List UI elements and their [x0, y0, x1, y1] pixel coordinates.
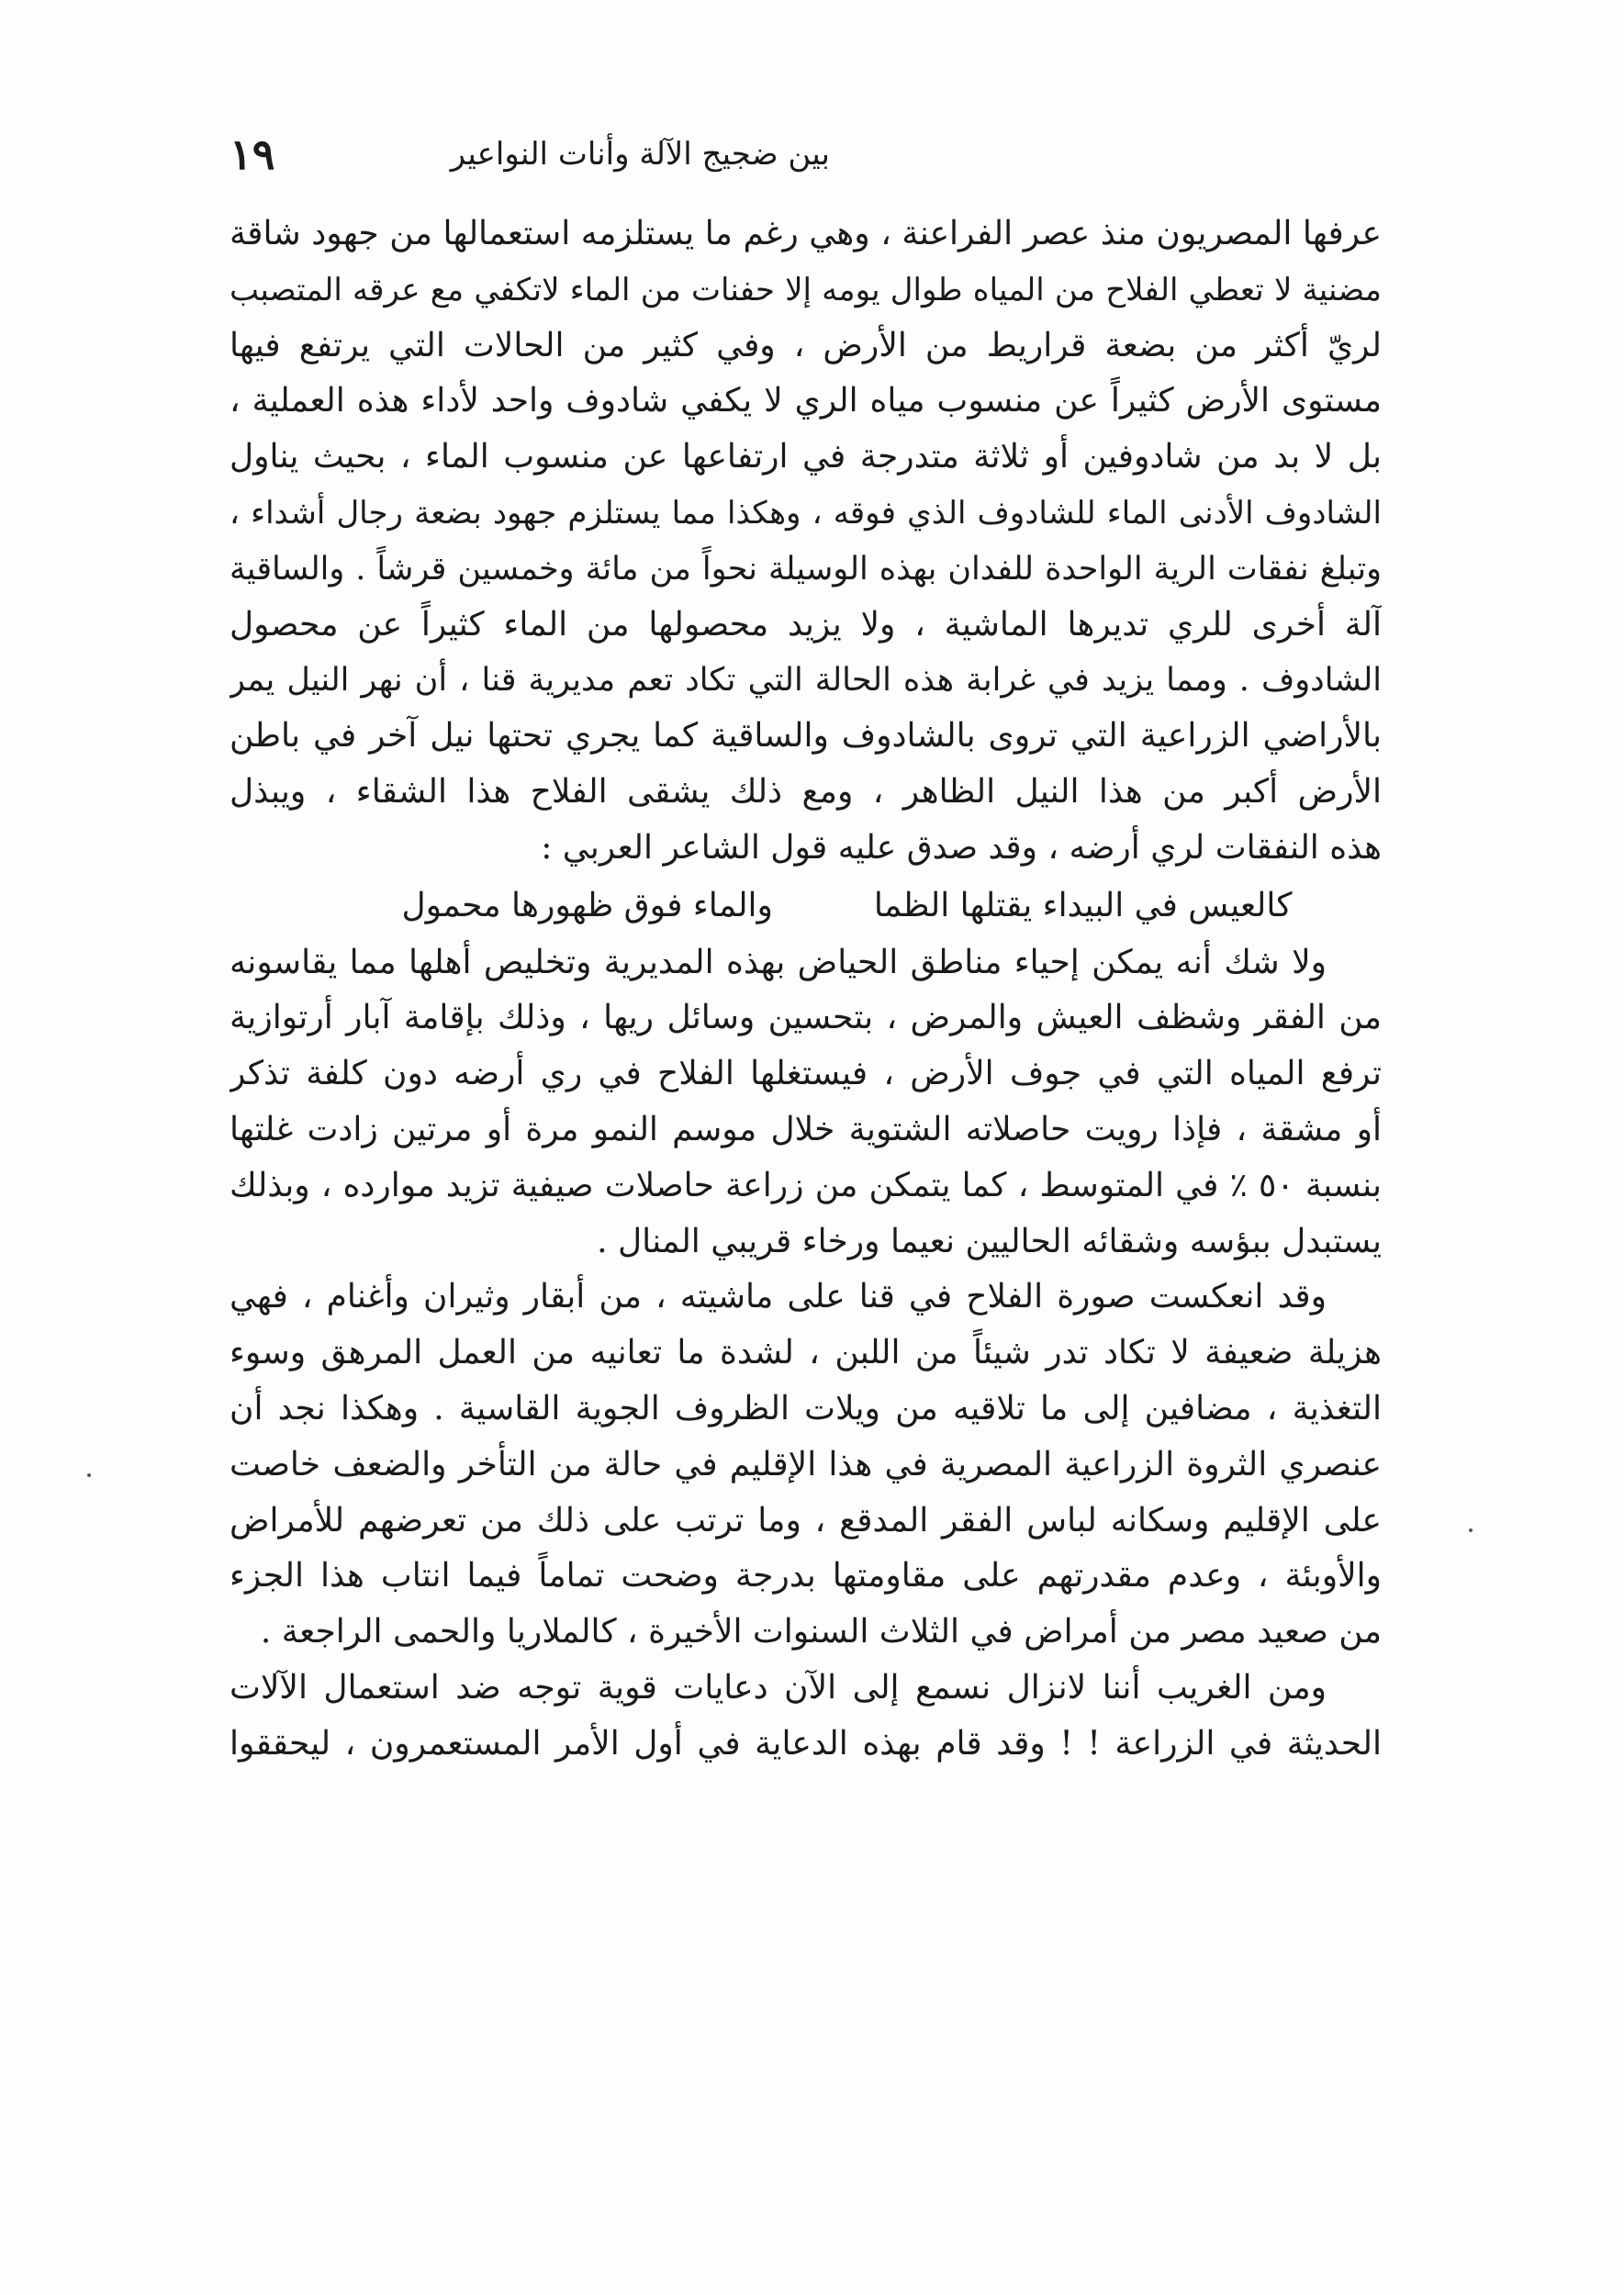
- text-line: الشادوف . ومما يزيد في غرابة هذه الحالة التي تكاد تعم مديرية قنا ، أن نهر النيل يمر: [230, 662, 1382, 700]
- verse-second-hemistich: والماء فوق ظهورها محمول: [401, 886, 773, 924]
- text-line: مستوى الأرض كثيراً عن منسوب مياه الري لا يكفي شادوف واحد لأداء هذه العملية ،: [230, 382, 1382, 420]
- text-line: وقد انعكست صورة الفلاح في قنا على ماشيته ، من أبقار وثيران وأغنام ، فهي: [230, 1278, 1327, 1316]
- page-number: ١٩: [230, 129, 275, 179]
- running-head: [230, 127, 1381, 182]
- text-line: وتبلغ نفقات الرية الواحدة للفدان بهذه الوسيلة نحواً من مائة وخمسين قرشاً . والساقية: [230, 550, 1382, 588]
- text-line: ترفع المياه التي في جوف الأرض ، فيستغلها الفلاح في ري أرضه دون كلفة تذكر: [230, 1055, 1382, 1093]
- text-line: هذه النفقات لري أرضه ، وقد صدق عليه قول الشاعر العربي :: [541, 828, 1382, 867]
- text-line: من صعيد مصر من أمراض في الثلاث السنوات الأخيرة ، كالملاريا والحمى الراجعة .: [260, 1613, 1382, 1651]
- text-line: الشادوف الأدنى الماء للشادوف الذي فوقه ، وهكذا مما يستلزم جهود بضعة رجال أشداء ،: [230, 494, 1382, 532]
- text-line: بالأراضي الزراعية التي تروى بالشادوف والساقية كما يجري تحتها نيل آخر في باطن: [230, 717, 1382, 756]
- text-line: يستبدل ببؤسه وشقائه الحاليين نعيما ورخاء قريبي المنال .: [597, 1222, 1382, 1260]
- verse-first-hemistich: كالعيس في البيداء يقتلها الظما: [873, 886, 1293, 924]
- text-line: على الإقليم وسكانه لباس الفقر المدقع ، وما ترتب على ذلك من تعرضهم للأمراض: [230, 1501, 1382, 1539]
- text-line: الحديثة في الزراعة ! ! وقد قام بهذه الدعاية في أول الأمر المستعمرون ، ليحققوا: [230, 1724, 1382, 1763]
- poetry-verse: [230, 877, 1382, 935]
- text-line: لريّ أكثر من بضعة قراريط من الأرض ، وفي كثير من الحالات التي يرتفع فيها: [230, 326, 1382, 364]
- body-text: [230, 207, 1382, 2254]
- text-line: عنصري الثروة الزراعية المصرية في هذا الإقليم في حالة من التأخر والضعف خاصت: [230, 1445, 1382, 1483]
- text-line: بنسبة ٥٠ ٪ في المتوسط ، كما يتمكن من زراعة حاصلات صيفية تزيد موارده ، وبذلك: [230, 1166, 1382, 1204]
- running-title: بين ضجيج الآلة وأنات النواعير: [450, 136, 830, 173]
- scan-speck: [87, 1473, 91, 1477]
- text-line: ومن الغريب أننا لانزال نسمع إلى الآن دعايات قوية توجه ضد استعمال الآلات: [230, 1668, 1327, 1707]
- text-line: والأوبئة ، وعدم مقدرتهم على مقاومتها بدرجة وضحت تماماً فيما انتاب هذا الجزء: [230, 1557, 1382, 1595]
- text-line: ولا شك أنه يمكن إحياء مناطق الحياض بهذه المديرية وتخليص أهلها مما يقاسونه: [230, 943, 1327, 981]
- text-line: الأرض أكبر من هذا النيل الظاهر ، ومع ذلك يشقى الفلاح هذا الشقاء ، ويبذل: [230, 772, 1382, 811]
- scan-speck: [1469, 1528, 1473, 1532]
- text-line: التغذية ، مضافين إلى ما تلاقيه من ويلات الظروف الجوية القاسية . وهكذا نجد أن: [230, 1389, 1382, 1427]
- text-line: هزيلة ضعيفة لا تكاد تدر شيئاً من اللبن ، لشدة ما تعانيه من العمل المرهق وسوء: [230, 1334, 1382, 1372]
- text-line: عرفها المصريون منذ عصر الفراعنة ، وهي رغم ما يستلزمه استعمالها من جهود شاقة: [230, 215, 1382, 252]
- text-line: آلة أخرى للري تديرها الماشية ، ولا يزيد محصولها من الماء كثيراً عن محصول: [230, 605, 1382, 644]
- text-line: أو مشقة ، فإذا رويت حاصلاته الشتوية خلال موسم النمو مرة أو مرتين زادت غلتها: [230, 1110, 1382, 1148]
- text-line: من الفقر وشظف العيش والمرض ، بتحسين وسائل ريها ، وذلك بإقامة آبار أرتوازية: [230, 999, 1382, 1037]
- text-line: مضنية لا تعطي الفلاح من المياه طوال يومه إلا حفنات من الماء لاتكفي مع عرقه المتصبب: [230, 271, 1382, 308]
- text-line: بل لا بد من شادوفين أو ثلاثة متدرجة في ارتفاعها عن منسوب الماء ، بحيث يناول: [230, 438, 1382, 476]
